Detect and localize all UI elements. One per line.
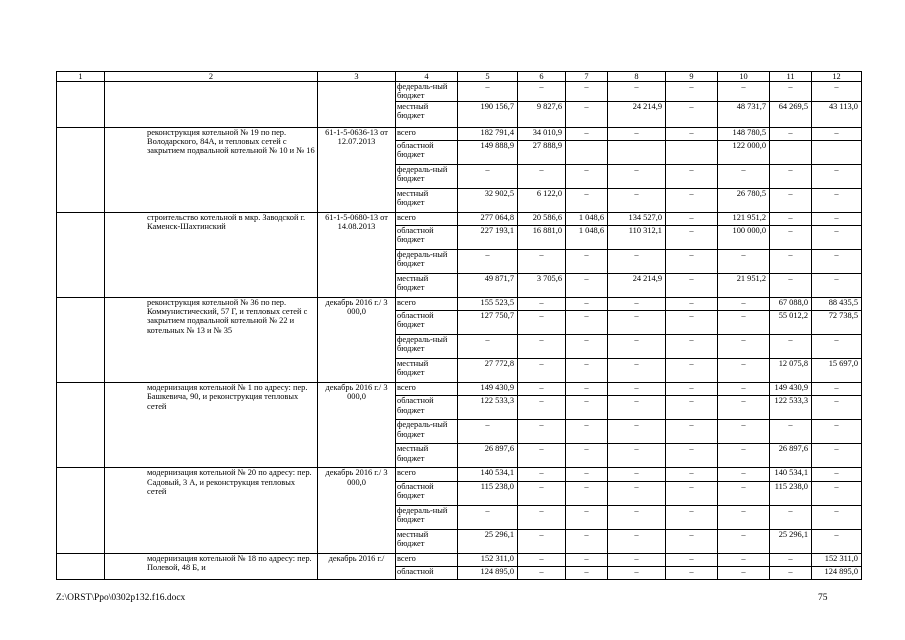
budget-value-cell: – [608, 311, 666, 335]
project-date-cell: декабрь 2016 г./ 3 000,0 [318, 297, 396, 382]
budget-value-cell: – [718, 164, 770, 188]
budget-value-cell: 21 951,2 [718, 273, 770, 297]
budget-value-cell: – [770, 225, 812, 249]
funding-source-cell: областной [396, 566, 458, 579]
budget-value-cell: – [812, 444, 862, 468]
budget-value-cell: – [718, 297, 770, 310]
table-row [57, 383, 862, 396]
continuation-name-cell [105, 82, 318, 127]
budget-value-cell: – [718, 481, 770, 505]
budget-value-cell: 155 523,5 [458, 297, 518, 310]
budget-value-cell: – [608, 297, 666, 310]
page-number: 75 [818, 593, 828, 603]
budget-value-cell: – [458, 82, 518, 101]
budget-value-cell: – [718, 420, 770, 444]
budget-value-cell: 121 951,2 [718, 212, 770, 225]
table-row [57, 468, 862, 481]
budget-value-cell: – [812, 212, 862, 225]
budget-value-cell: – [666, 444, 718, 468]
table-row [57, 297, 862, 310]
budget-value-cell: – [566, 273, 608, 297]
budget-value-cell: – [566, 481, 608, 505]
funding-source-cell: федераль-ный бюджет [396, 249, 458, 273]
funding-source-cell: всего [396, 383, 458, 396]
budget-value-cell: – [608, 335, 666, 359]
budget-value-cell: – [770, 566, 812, 579]
funding-source-cell: местный бюджет [396, 444, 458, 468]
budget-value-cell: – [518, 383, 566, 396]
budget-value-cell: 25 296,1 [770, 529, 812, 553]
budget-value-cell: 55 012,2 [770, 311, 812, 335]
project-name-cell: строительство котельной в мкр. Заводской г. Каменск-Шахтинский [105, 212, 318, 297]
budget-value-cell: – [718, 359, 770, 383]
budget-value-cell: – [566, 164, 608, 188]
project-number-cell [57, 383, 105, 468]
budget-value-cell: – [812, 273, 862, 297]
budget-value-cell: – [566, 505, 608, 529]
table-row [57, 212, 862, 225]
funding-source-cell: всего [396, 468, 458, 481]
budget-value-cell: – [608, 481, 666, 505]
funding-source-cell: федераль-ный бюджет [396, 82, 458, 101]
budget-value-cell: – [566, 444, 608, 468]
table-row [57, 553, 862, 566]
budget-value-cell: 15 697,0 [812, 359, 862, 383]
budget-value-cell: – [608, 566, 666, 579]
budget-value-cell: 182 791,4 [458, 127, 518, 140]
budget-value-cell: – [518, 529, 566, 553]
budget-value-cell: – [718, 566, 770, 579]
funding-source-cell: местный бюджет [396, 101, 458, 127]
budget-value-cell: 88 435,5 [812, 297, 862, 310]
budget-value-cell: 12 075,8 [770, 359, 812, 383]
budget-value-cell: – [566, 297, 608, 310]
budget-value-cell: – [608, 505, 666, 529]
budget-value-cell: 124 895,0 [458, 566, 518, 579]
funding-source-cell: всего [396, 212, 458, 225]
funding-source-cell: федераль-ный бюджет [396, 420, 458, 444]
funding-source-cell: федераль-ный бюджет [396, 335, 458, 359]
budget-value-cell: – [812, 396, 862, 420]
project-number-cell [57, 212, 105, 297]
budget-table [56, 71, 862, 580]
budget-value-cell: – [770, 127, 812, 140]
funding-source-cell: местный бюджет [396, 273, 458, 297]
budget-value-cell: – [718, 396, 770, 420]
budget-value-cell: – [608, 127, 666, 140]
funding-source-cell: федераль-ный бюджет [396, 164, 458, 188]
budget-value-cell: 27 888,9 [518, 140, 566, 164]
budget-value-cell: – [566, 529, 608, 553]
budget-value-cell: – [566, 249, 608, 273]
budget-value-cell: – [718, 383, 770, 396]
budget-value-cell: – [718, 335, 770, 359]
budget-value-cell: – [608, 444, 666, 468]
project-name-cell: реконструкция котельной № 36 по пер. Коммунистический, 57 Г, и тепловых сетей с закрытием подвальной котельной № 22 и котельных № 13 и № 35 [105, 297, 318, 382]
budget-value-cell: – [718, 505, 770, 529]
budget-value-cell: 140 534,1 [458, 468, 518, 481]
project-name-cell: модернизация котельной № 20 по адресу: пер. Садовый, 3 А, и реконструкция тепловых сетей [105, 468, 318, 553]
budget-value-cell: 277 064,8 [458, 212, 518, 225]
budget-value-cell: – [458, 335, 518, 359]
funding-source-cell: федераль-ный бюджет [396, 505, 458, 529]
budget-value-cell: – [608, 468, 666, 481]
budget-value-cell: – [608, 396, 666, 420]
budget-value-cell: – [718, 529, 770, 553]
budget-value-cell: – [608, 249, 666, 273]
continuation-date-cell [318, 82, 396, 127]
continuation-number-cell [57, 82, 105, 127]
budget-value-cell: – [812, 127, 862, 140]
budget-value-cell: – [566, 396, 608, 420]
project-name-cell: модернизация котельной № 18 по адресу: пер. Полевой, 48 Б, и [105, 553, 318, 579]
budget-value-cell: – [666, 273, 718, 297]
budget-value-cell: – [718, 444, 770, 468]
project-date-cell: декабрь 2016 г./ [318, 553, 396, 579]
budget-value-cell: 34 010,9 [518, 127, 566, 140]
budget-value-cell: – [812, 249, 862, 273]
budget-value-cell: – [518, 481, 566, 505]
budget-value-cell: – [518, 311, 566, 335]
budget-value-cell: – [666, 82, 718, 101]
budget-value-cell: 149 430,9 [458, 383, 518, 396]
budget-value-cell: – [770, 249, 812, 273]
budget-value-cell: 24 214,9 [608, 101, 666, 127]
budget-value-cell: – [812, 468, 862, 481]
budget-value-cell: – [666, 420, 718, 444]
budget-value-cell: – [666, 225, 718, 249]
budget-value-cell: – [566, 468, 608, 481]
budget-value-cell: – [666, 101, 718, 127]
budget-value-cell: – [812, 164, 862, 188]
budget-value-cell: – [518, 420, 566, 444]
funding-source-cell: областной бюджет [396, 140, 458, 164]
budget-value-cell: – [566, 101, 608, 127]
budget-value-cell: – [666, 249, 718, 273]
budget-value-cell: – [770, 164, 812, 188]
budget-value-cell: 149 888,9 [458, 140, 518, 164]
budget-value-cell: 124 895,0 [812, 566, 862, 579]
budget-value-cell: 43 113,0 [812, 101, 862, 127]
budget-value-cell: – [770, 505, 812, 529]
budget-value-cell: 49 871,7 [458, 273, 518, 297]
budget-value-cell: – [770, 420, 812, 444]
budget-value-cell: – [608, 164, 666, 188]
budget-value-cell: – [666, 566, 718, 579]
column-number-header: 10 [718, 72, 770, 82]
budget-value-cell: – [566, 566, 608, 579]
footer-file-path: Z:\ORST\Ppo\0302p132.f16.docx [56, 593, 186, 603]
column-number-header: 4 [396, 72, 458, 82]
column-number-header: 2 [105, 72, 318, 82]
budget-value-cell: – [518, 396, 566, 420]
budget-value-cell: – [666, 212, 718, 225]
funding-source-cell: областной бюджет [396, 396, 458, 420]
project-date-cell: декабрь 2016 г./ 3 000,0 [318, 383, 396, 468]
funding-source-cell: областной бюджет [396, 311, 458, 335]
budget-value-cell: – [666, 127, 718, 140]
budget-value-cell: – [518, 335, 566, 359]
budget-value-cell: – [666, 359, 718, 383]
budget-value-cell: 16 881,0 [518, 225, 566, 249]
budget-value-cell: – [812, 82, 862, 101]
budget-value-cell: – [566, 359, 608, 383]
budget-value-cell: – [666, 188, 718, 212]
budget-value-cell: 190 156,7 [458, 101, 518, 127]
budget-value-cell: 26 780,5 [718, 188, 770, 212]
column-number-header: 1 [57, 72, 105, 82]
budget-value-cell: 25 296,1 [458, 529, 518, 553]
budget-value-cell: 134 527,0 [608, 212, 666, 225]
budget-value-cell: 72 738,5 [812, 311, 862, 335]
budget-value-cell: – [608, 529, 666, 553]
column-number-header: 9 [666, 72, 718, 82]
budget-value-cell [770, 140, 812, 164]
budget-value-cell: – [718, 82, 770, 101]
budget-value-cell: – [566, 127, 608, 140]
project-date-cell: 61-1-5-0636-13 от 12.07.2013 [318, 127, 396, 212]
budget-value-cell: – [666, 335, 718, 359]
column-number-header: 6 [518, 72, 566, 82]
budget-value-cell: – [666, 164, 718, 188]
project-date-cell: декабрь 2016 г./ 3 000,0 [318, 468, 396, 553]
budget-value-cell: – [812, 335, 862, 359]
column-number-header: 8 [608, 72, 666, 82]
budget-value-cell: – [518, 444, 566, 468]
budget-value-cell: – [812, 505, 862, 529]
budget-value-cell: – [566, 420, 608, 444]
budget-value-cell: 115 238,0 [458, 481, 518, 505]
budget-value-cell: – [770, 335, 812, 359]
budget-value-cell: – [608, 553, 666, 566]
budget-value-cell: 122 533,3 [770, 396, 812, 420]
budget-value-cell: – [666, 297, 718, 310]
budget-value-cell: – [718, 249, 770, 273]
budget-value-cell: 122 000,0 [718, 140, 770, 164]
column-number-header: 11 [770, 72, 812, 82]
budget-value-cell: 27 772,8 [458, 359, 518, 383]
budget-value-cell: 20 586,6 [518, 212, 566, 225]
budget-value-cell: – [458, 505, 518, 529]
funding-source-cell: всего [396, 553, 458, 566]
budget-value-cell: – [608, 420, 666, 444]
project-name-cell: модернизация котельной № 1 по адресу: пер. Башкевича, 90, и реконструкция тепловых сетей [105, 383, 318, 468]
budget-value-cell [812, 140, 862, 164]
budget-value-cell: 115 238,0 [770, 481, 812, 505]
budget-value-cell: – [666, 529, 718, 553]
budget-value-cell: – [770, 212, 812, 225]
budget-value-cell: 48 731,7 [718, 101, 770, 127]
budget-value-cell: – [518, 164, 566, 188]
budget-value-cell: 127 750,7 [458, 311, 518, 335]
budget-value-cell: 148 780,5 [718, 127, 770, 140]
budget-value-cell: – [666, 553, 718, 566]
funding-source-cell: местный бюджет [396, 188, 458, 212]
budget-value-cell: – [608, 383, 666, 396]
table-row [57, 127, 862, 140]
budget-value-cell: 32 902,5 [458, 188, 518, 212]
budget-value-cell: – [518, 359, 566, 383]
project-number-cell [57, 553, 105, 579]
budget-value-cell: – [566, 553, 608, 566]
budget-value-cell: – [718, 468, 770, 481]
budget-value-cell: – [812, 225, 862, 249]
budget-value-cell: 64 269,5 [770, 101, 812, 127]
funding-source-cell: областной бюджет [396, 225, 458, 249]
budget-value-cell: – [518, 566, 566, 579]
budget-value-cell: – [518, 553, 566, 566]
project-number-cell [57, 127, 105, 212]
budget-value-cell: – [770, 553, 812, 566]
budget-value-cell: 149 430,9 [770, 383, 812, 396]
budget-value-cell: – [566, 82, 608, 101]
budget-value-cell: 26 897,6 [458, 444, 518, 468]
column-number-header: 12 [812, 72, 862, 82]
budget-value-cell: – [666, 481, 718, 505]
budget-value-cell: – [812, 383, 862, 396]
budget-value-cell: 1 048,6 [566, 212, 608, 225]
budget-value-cell: – [770, 273, 812, 297]
budget-value-cell: – [666, 396, 718, 420]
budget-value-cell [666, 140, 718, 164]
budget-value-cell: 1 048,6 [566, 225, 608, 249]
column-number-header: 7 [566, 72, 608, 82]
budget-value-cell: – [518, 468, 566, 481]
budget-value-cell: – [718, 553, 770, 566]
budget-value-cell: – [718, 311, 770, 335]
budget-value-cell: 152 311,0 [458, 553, 518, 566]
budget-value-cell: 3 705,6 [518, 273, 566, 297]
budget-value-cell: – [666, 505, 718, 529]
column-number-row [57, 72, 862, 82]
project-number-cell [57, 297, 105, 382]
budget-value-cell: – [518, 505, 566, 529]
budget-value-cell: – [666, 383, 718, 396]
budget-value-cell: – [566, 383, 608, 396]
budget-value-cell [566, 140, 608, 164]
budget-value-cell: 6 122,0 [518, 188, 566, 212]
funding-source-cell: областной бюджет [396, 481, 458, 505]
budget-value-cell: 67 088,0 [770, 297, 812, 310]
budget-value-cell: – [458, 420, 518, 444]
budget-value-cell: – [518, 249, 566, 273]
budget-value-cell: 227 193,1 [458, 225, 518, 249]
budget-value-cell: 9 827,6 [518, 101, 566, 127]
budget-value-cell: 26 897,6 [770, 444, 812, 468]
budget-value-cell: – [608, 359, 666, 383]
budget-value-cell [608, 140, 666, 164]
budget-value-cell: 24 214,9 [608, 273, 666, 297]
budget-value-cell: – [608, 82, 666, 101]
budget-value-cell: – [812, 481, 862, 505]
budget-value-cell: 152 311,0 [812, 553, 862, 566]
budget-value-cell: 140 534,1 [770, 468, 812, 481]
funding-source-cell: всего [396, 127, 458, 140]
budget-value-cell: 122 533,3 [458, 396, 518, 420]
column-number-header: 5 [458, 72, 518, 82]
budget-value-cell: – [666, 311, 718, 335]
budget-value-cell: – [812, 188, 862, 212]
table-row [57, 82, 862, 101]
funding-source-cell: всего [396, 297, 458, 310]
funding-source-cell: местный бюджет [396, 529, 458, 553]
column-number-header: 3 [318, 72, 396, 82]
budget-value-cell: – [458, 249, 518, 273]
budget-value-cell: – [566, 311, 608, 335]
funding-source-cell: местный бюджет [396, 359, 458, 383]
budget-value-cell: – [812, 420, 862, 444]
budget-value-cell: – [566, 335, 608, 359]
budget-value-cell: – [518, 82, 566, 101]
budget-value-cell: – [608, 188, 666, 212]
budget-value-cell: – [770, 188, 812, 212]
project-date-cell: 61-1-5-0680-13 от 14.08.2013 [318, 212, 396, 297]
budget-value-cell: – [458, 164, 518, 188]
project-number-cell [57, 468, 105, 553]
project-name-cell: реконструкция котельной № 19 по пер. Володарского, 84А, и тепловых сетей с закрытием подвальной котельной № 10 и № 16 [105, 127, 318, 212]
budget-value-cell: – [770, 82, 812, 101]
budget-value-cell: 110 312,1 [608, 225, 666, 249]
budget-value-cell: – [666, 468, 718, 481]
budget-value-cell: 100 000,0 [718, 225, 770, 249]
budget-value-cell: – [812, 529, 862, 553]
budget-value-cell: – [566, 188, 608, 212]
budget-value-cell: – [518, 297, 566, 310]
